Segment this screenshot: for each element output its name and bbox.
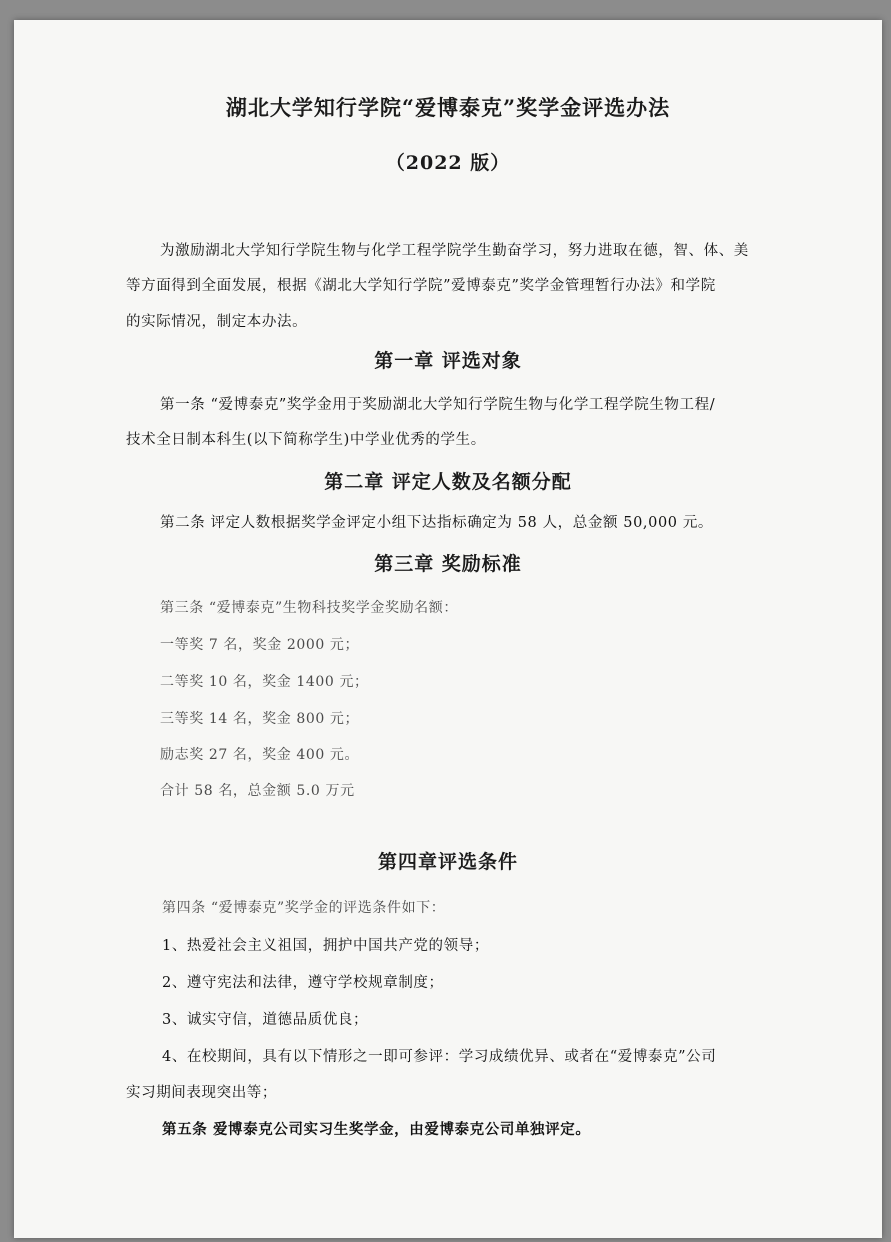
chapter-3-line-3: 二等奖 10 名，奖金 1400 元； (160, 674, 369, 690)
chapter-1-line-2: 技术全日制本科生(以下简称学生)中学业优秀的学生。 (126, 432, 486, 448)
chapter-4-line-7: 第五条 爱博泰克公司实习生奖学金，由爱博泰克公司单独评定。 (162, 1121, 591, 1138)
chapter-3-line-2: 一等奖 7 名，奖金 2000 元； (160, 637, 360, 653)
chapter-4-heading: 第四章评选条件 (377, 851, 518, 873)
chapter-3-line-4: 三等奖 14 名，奖金 800 元； (160, 711, 360, 727)
chapter-1-line-1: 第一条 “爱博泰克”奖学金用于奖励湖北大学知行学院生物与化学工程学院生物工程/ (160, 397, 716, 413)
chapter-4-line-3: 2、遵守宪法和法律，遵守学校规章制度； (162, 975, 444, 991)
chapter-4-line-2: 1、热爱社会主义祖国，拥护中国共产党的领导； (162, 938, 489, 954)
chapter-3-line-6: 合计 58 名，总金额 5.0 万元 (160, 783, 355, 799)
intro-line-2: 等方面得到全面发展，根据《湖北大学知行学院”爱博泰克”奖学金管理暂行办法》和学院 (126, 278, 716, 294)
chapter-4-line-6: 实习期间表现突出等； (126, 1085, 277, 1101)
chapter-4-line-4: 3、诚实守信，道德品质优良； (162, 1012, 369, 1028)
chapter-3-heading: 第三章 奖励标准 (374, 553, 522, 575)
document-page (14, 20, 882, 1238)
chapter-2-line-1: 第二条 评定人数根据奖学金评定小组下达指标确定为 58 人，总金额 50,000 元。 (160, 515, 714, 531)
document-title: 湖北大学知行学院“爱博泰克”奖学金评选办法 (225, 95, 671, 120)
intro-line-1: 为激励湖北大学知行学院生物与化学工程学院学生勤奋学习，努力进取在德，智、体、美 (160, 243, 749, 259)
document-edition: （2022 版） (385, 152, 511, 174)
chapter-3-line-1: 第三条 “爱博泰克”生物科技奖学金奖励名额： (160, 600, 458, 616)
chapter-3-line-5: 励志奖 27 名，奖金 400 元。 (160, 747, 360, 763)
chapter-4-line-1: 第四条 “爱博泰克”奖学金的评选条件如下： (162, 900, 446, 916)
chapter-4-line-5: 4、在校期间，具有以下情形之一即可参评：学习成绩优异、或者在“爱博泰克”公司 (162, 1049, 717, 1065)
chapter-1-heading: 第一章 评选对象 (374, 350, 522, 372)
intro-line-3: 的实际情况，制定本办法。 (126, 314, 308, 330)
chapter-2-heading: 第二章 评定人数及名额分配 (324, 471, 572, 493)
